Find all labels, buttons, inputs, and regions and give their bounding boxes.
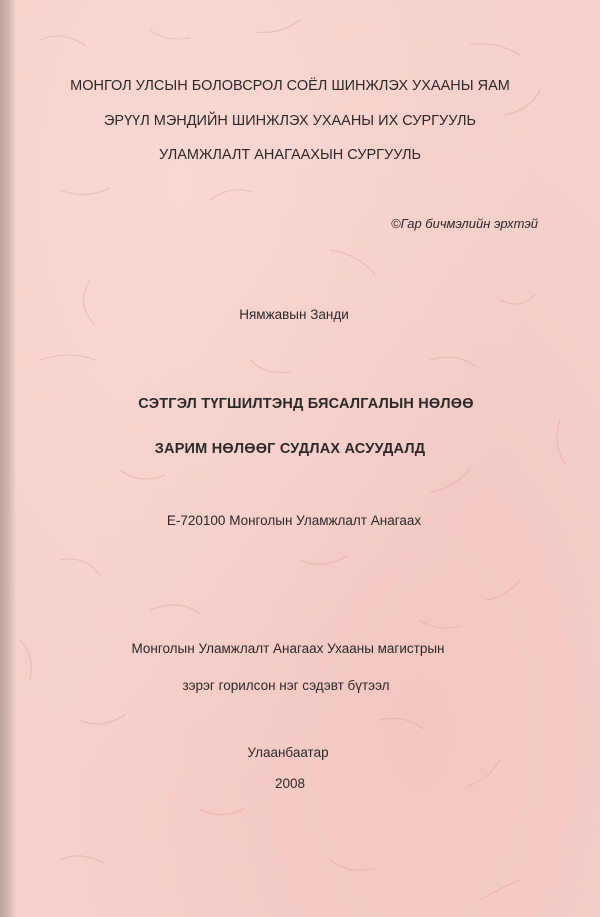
school-name: УЛАМЖЛАЛТ АНАГААХЫН СУРГУУЛЬ — [158, 147, 422, 163]
ministry-name: МОНГОЛ УЛСЫН БОЛОВСРОЛ СОЁЛ ШИНЖЛЭХ УХААНЫ ЯАМ — [70, 78, 510, 94]
degree-statement-line-1: Монголын Уламжлалт Анагаах Ухааны магистрын — [131, 641, 445, 656]
manuscript-rights-notice: ©Гар бичмэлийн эрхтэй — [391, 216, 538, 231]
specialty-code: Е-720100 Монголын Уламжлалт Анагаах — [166, 513, 422, 528]
year: 2008 — [274, 776, 306, 791]
university-name: ЭРҮҮЛ МЭНДИЙН ШИНЖЛЭХ УХААНЫ ИХ СУРГУУЛЬ — [104, 113, 476, 129]
author-name: Нямжавын Занди — [239, 307, 349, 322]
thesis-title-line-1: СЭТГЭЛ ТҮГШИЛТЭНД БЯСАЛГАЛЫН НӨЛӨӨ — [138, 396, 474, 412]
thesis-title-line-2: ЗАРИМ НӨЛӨӨГ СУДЛАХ АСУУДАЛД — [154, 441, 426, 457]
city: Улаанбаатар — [247, 745, 329, 760]
degree-statement-line-2: зэрэг горилсон нэг сэдэвт бүтээл — [182, 678, 390, 693]
